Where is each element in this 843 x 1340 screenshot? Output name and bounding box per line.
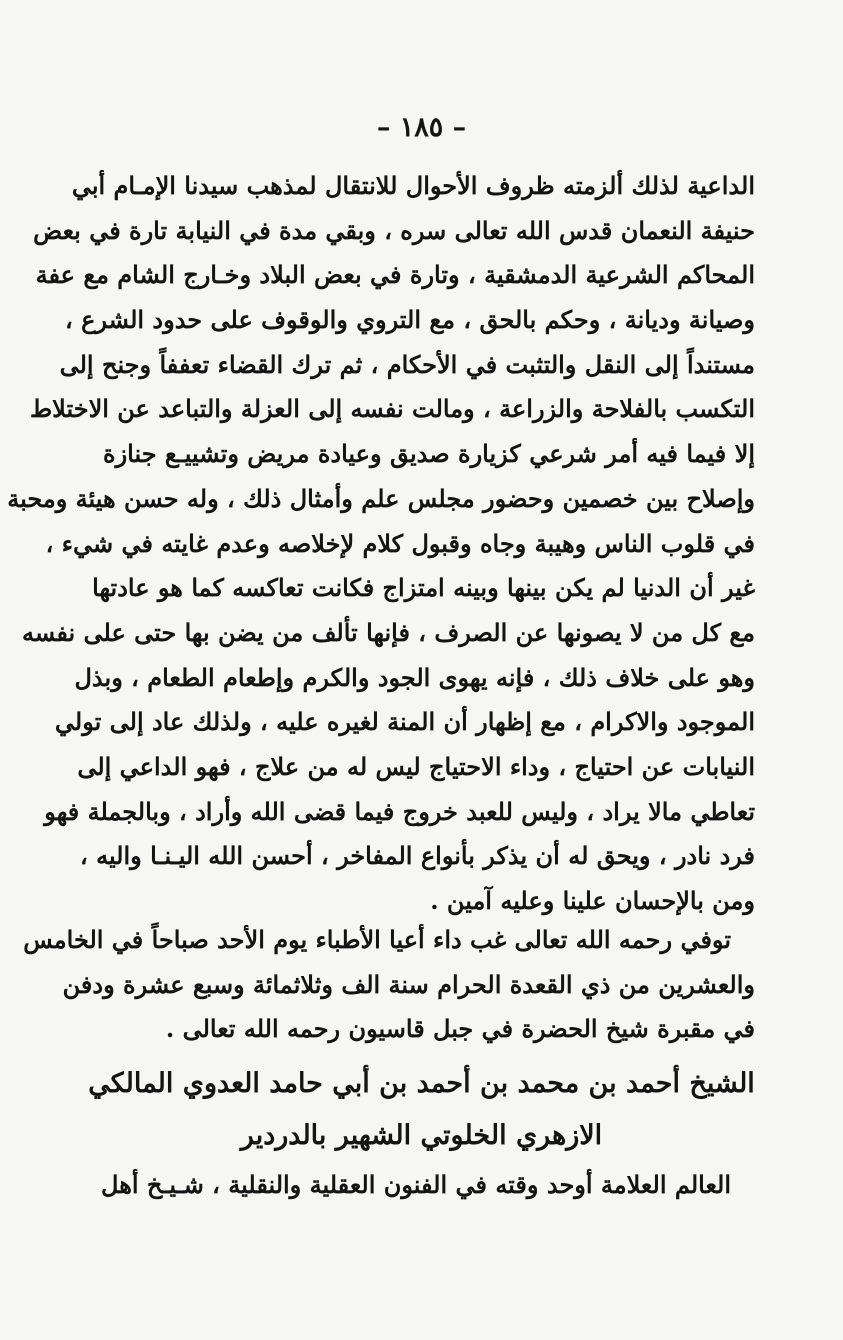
text-line: في قلوب الناس وهيبة وجاه وقبول كلام لإخلاصه وعدم غايته في شيء ، — [45, 528, 755, 558]
text-line: ومن بالإحسان علينا وعليه آمين . — [430, 886, 755, 915]
text-line: في مقبرة شيخ الحضرة في جبل قاسيون رحمه الله تعالى . — [165, 1014, 755, 1044]
text-line: مستنداً إلى النقل والتثبت في الأحكام ، ثم ترك القضاء تعففاً وجنح إلى — [59, 349, 755, 379]
text-line: وصيانة وديانة ، وحكم بالحق ، مع التروي والوقوف على حدود الشرع ، — [65, 305, 755, 335]
text-line: فرد نادر ، ويحق له أن يذكر بأنواع المفاخر ، أحسن الله اليـنـا واليه ، — [79, 841, 755, 871]
biography-paragraph-3 — [103, 1163, 755, 1208]
text-line: تعاطي مالا يراد ، وليس للعبد خروج فيما قضى الله وأراد ، وبالجملة فهو — [44, 796, 755, 826]
text-line: الموجود والاكرام ، مع إظهار أن المنة لغيره عليه ، ولذلك عاد إلى تولي — [54, 707, 755, 737]
text-line: وإصلاح بين خصمين وحضور مجلس علم وأمثال ذلك ، وله حسن هيئة ومحبة — [7, 483, 755, 513]
text-line: والعشرين من ذي القعدة الحرام سنة الف وثلاثمائة وسبع عشرة ودفن — [62, 969, 755, 999]
text-line: المحاكم الشرعية الدمشقية ، وتارة في بعض البلاد وخـارج الشام مع عفة — [35, 260, 755, 290]
text-line: التكسب بالفلاحة والزراعة ، ومالت نفسه إلى العزلة والتباعد عن الاختلاط — [29, 394, 755, 424]
text-line: وهو على خلاف ذلك ، فإنه يهوى الجود والكرم وإطعام الطعام ، وبذل — [74, 662, 755, 692]
text-line: النيابات عن احتياج ، وداء الاحتياج ليس له من علاج ، فهو الداعي إلى — [77, 751, 755, 781]
biography-paragraph-2 — [23, 918, 755, 1052]
biography-paragraph-1 — [7, 164, 755, 924]
text-line: حنيفة النعمان قدس الله تعالى سره ، وبقي مدة في النيابة تارة في بعض — [33, 215, 755, 245]
page-number: – ١٨٥ – — [376, 112, 467, 143]
text-line: توفي رحمه الله تعالى غب داء أعيا الأطباء يوم الأحد صباحاً في الخامس — [23, 925, 731, 954]
text-line: العالم العلامة أوحد وقته في الفنون العقلية والنقلية ، شـيـخ أهل — [101, 1170, 731, 1199]
text-line: الداعية لذلك ألزمته ظروف الأحوال للانتقال لمذهب سيدنا الإمـام أبي — [71, 171, 755, 200]
biography-heading: الشيخ أحمد بن محمد بن أحمد بن أبي حامد العدوي المالكي — [88, 1068, 755, 1099]
biography-subheading: الازهري الخلوتي الشهير بالدردير — [240, 1120, 603, 1151]
text-line: غير أن الدنيا لم يكن بينها وبينه امتزاج فكانت تعاكسه كما هو عادتها — [92, 573, 755, 603]
text-line: مع كل من لا يصونها عن الصرف ، فإنها تألف من يضن بها حتى على نفسه — [22, 617, 755, 647]
text-line: إلا فيما فيه أمر شرعي كزيارة صديق وعيادة مريض وتشييـع جنازة — [103, 439, 755, 469]
